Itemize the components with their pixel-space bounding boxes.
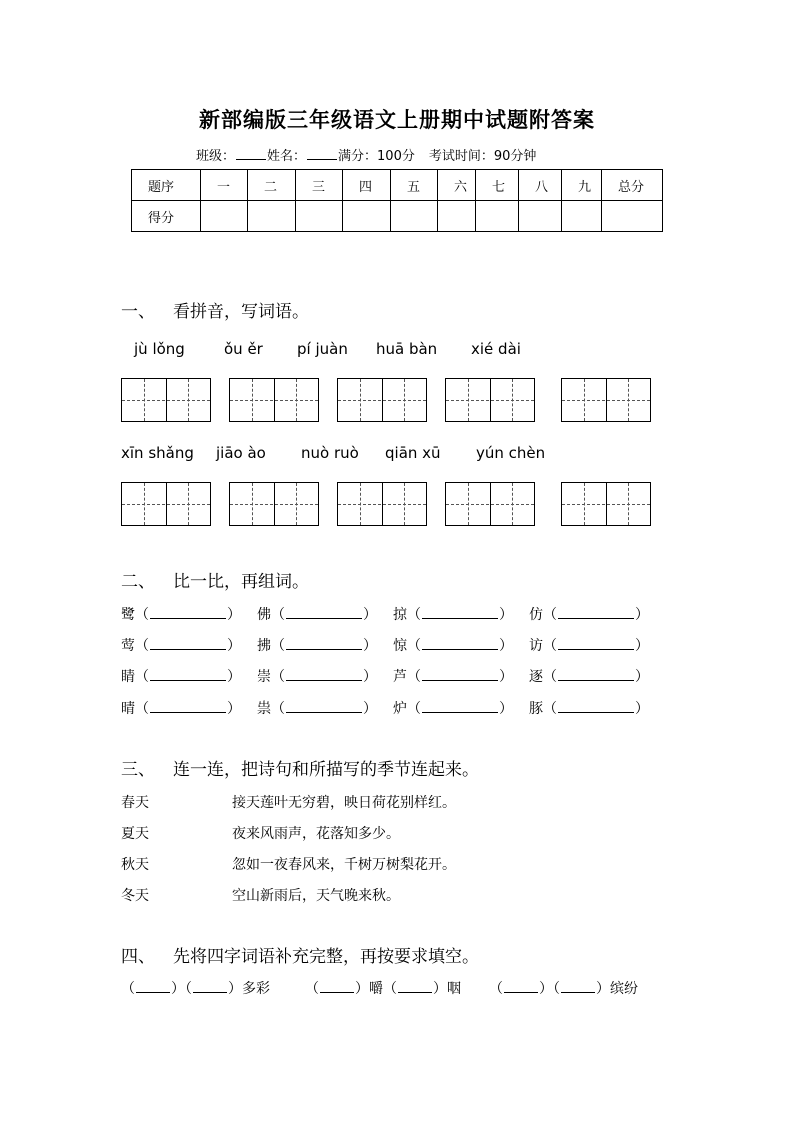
score-cell[interactable]: [343, 201, 391, 232]
score-cell[interactable]: [476, 201, 519, 232]
pinyin: xié dài: [471, 340, 521, 358]
score-cell[interactable]: [391, 201, 438, 232]
idiom-fill-3: （ ）（ ）缤纷: [489, 981, 638, 997]
score-table-score-row: [132, 201, 663, 232]
answer-blank[interactable]: [136, 980, 170, 993]
section-1-heading: [121, 297, 309, 322]
score-cell[interactable]: [438, 201, 476, 232]
idiom-fill-1: （ ）（ ）多彩: [121, 981, 270, 997]
answer-blank[interactable]: [558, 698, 634, 713]
header-cell: 九: [562, 170, 602, 201]
header-cell: 五: [391, 170, 438, 201]
season-label[interactable]: 春天: [121, 795, 149, 811]
header-cell: 总分: [602, 170, 663, 201]
poem-line[interactable]: 空山新雨后，天气晚来秋。: [232, 888, 400, 904]
header-cell: 题序: [132, 170, 201, 201]
score-cell[interactable]: [519, 201, 562, 232]
answer-blank[interactable]: [422, 698, 498, 713]
answer-blank[interactable]: [422, 635, 498, 650]
poem-line[interactable]: 夜来风雨声，花落知多少。: [232, 826, 400, 842]
class-blank[interactable]: [236, 147, 266, 160]
pinyin: pí juàn: [297, 340, 348, 358]
compare-item: 炉（ ）: [393, 698, 513, 718]
section-2-heading: [121, 567, 309, 592]
compare-item: 拂（ ）: [257, 635, 377, 655]
score-table-header-row: [132, 170, 663, 201]
answer-blank[interactable]: [422, 604, 498, 619]
section-title: 先将四字词语补充完整，再按要求填空。: [173, 947, 479, 967]
answer-blank[interactable]: [504, 980, 538, 993]
score-total: 满分：100分: [338, 149, 415, 164]
answer-blank[interactable]: [558, 604, 634, 619]
section-title: 看拼音，写词语。: [173, 302, 309, 322]
compare-item: 莺（ ）: [121, 635, 241, 655]
answer-blank[interactable]: [286, 698, 362, 713]
writing-grid-box[interactable]: [121, 378, 211, 422]
answer-blank[interactable]: [150, 698, 226, 713]
header-cell: 六: [438, 170, 476, 201]
score-cell[interactable]: [562, 201, 602, 232]
header-cell: 八: [519, 170, 562, 201]
pinyin: huā bàn: [376, 340, 438, 358]
writing-grid-box[interactable]: [337, 482, 427, 526]
answer-blank[interactable]: [150, 635, 226, 650]
answer-blank[interactable]: [422, 666, 498, 681]
season-label[interactable]: 冬天: [121, 888, 149, 904]
pinyin: xīn shǎng: [121, 444, 194, 462]
pinyin: qiān xū: [385, 444, 441, 462]
answer-blank[interactable]: [150, 604, 226, 619]
compare-item: 逐（ ）: [529, 666, 649, 686]
score-cell[interactable]: [602, 201, 663, 232]
compare-item: 掠（ ）: [393, 604, 513, 624]
writing-grid-box[interactable]: [229, 482, 319, 526]
header-cell: 四: [343, 170, 391, 201]
answer-blank[interactable]: [558, 635, 634, 650]
compare-item: 佛（ ）: [257, 604, 377, 624]
header-cell: 七: [476, 170, 519, 201]
answer-blank[interactable]: [561, 980, 595, 993]
compare-item: 豚（ ）: [529, 698, 649, 718]
section-number: 一、: [121, 302, 155, 322]
section-title: 比一比，再组词。: [173, 572, 309, 592]
writing-grid-box[interactable]: [229, 378, 319, 422]
header-cell: 三: [296, 170, 343, 201]
pinyin: jù lǒng: [134, 340, 185, 358]
name-label: 姓名：: [267, 149, 307, 164]
compare-item: 仿（ ）: [529, 604, 649, 624]
compare-item: 芦（ ）: [393, 666, 513, 686]
header-cell: 一: [201, 170, 248, 201]
compare-item: 晴（ ）: [121, 698, 241, 718]
poem-line[interactable]: 忽如一夜春风来，千树万树梨花开。: [232, 857, 456, 873]
section-number: 四、: [121, 947, 155, 967]
name-blank[interactable]: [307, 147, 337, 160]
row-label: 得分: [132, 201, 201, 232]
answer-blank[interactable]: [558, 666, 634, 681]
writing-grid-box[interactable]: [121, 482, 211, 526]
poem-line[interactable]: 接天莲叶无穷碧，映日荷花别样红。: [232, 795, 456, 811]
writing-grid-box[interactable]: [561, 378, 651, 422]
score-cell[interactable]: [248, 201, 296, 232]
page-title: 新部编版三年级语文上册期中试题附答案: [199, 107, 595, 132]
header-cell: 二: [248, 170, 296, 201]
section-number: 二、: [121, 572, 155, 592]
answer-blank[interactable]: [286, 666, 362, 681]
season-label[interactable]: 秋天: [121, 857, 149, 873]
writing-grid-box[interactable]: [561, 482, 651, 526]
exam-time: 考试时间：90分钟: [428, 149, 537, 164]
idiom-fill-2: （ ）嚼（ ）咽: [305, 981, 461, 997]
pinyin: jiāo ào: [216, 444, 266, 462]
compare-item: 睛（ ）: [121, 666, 241, 686]
pinyin: nuò ruò: [301, 444, 359, 462]
answer-blank[interactable]: [150, 666, 226, 681]
answer-blank[interactable]: [398, 980, 432, 993]
answer-blank[interactable]: [320, 980, 354, 993]
pinyin: ǒu ěr: [224, 340, 263, 358]
score-cell[interactable]: [201, 201, 248, 232]
answer-blank[interactable]: [193, 980, 227, 993]
compare-item: 崇（ ）: [257, 666, 377, 686]
compare-item: 祟（ ）: [257, 698, 377, 718]
section-number: 三、: [121, 760, 155, 780]
score-table: [131, 169, 663, 232]
section-3-heading: [121, 755, 479, 780]
writing-grid-box[interactable]: [337, 378, 427, 422]
writing-grid-box[interactable]: [445, 482, 535, 526]
answer-blank[interactable]: [286, 635, 362, 650]
exam-meta: [196, 145, 536, 164]
score-cell[interactable]: [296, 201, 343, 232]
section-title: 连一连，把诗句和所描写的季节连起来。: [173, 760, 479, 780]
pinyin: yún chèn: [476, 444, 546, 462]
writing-grid-box[interactable]: [445, 378, 535, 422]
compare-item: 鹭（ ）: [121, 604, 241, 624]
class-label: 班级：: [196, 149, 236, 164]
answer-blank[interactable]: [286, 604, 362, 619]
section-4-heading: [121, 942, 479, 967]
season-label[interactable]: 夏天: [121, 826, 149, 842]
compare-item: 惊（ ）: [393, 635, 513, 655]
compare-item: 访（ ）: [529, 635, 649, 655]
